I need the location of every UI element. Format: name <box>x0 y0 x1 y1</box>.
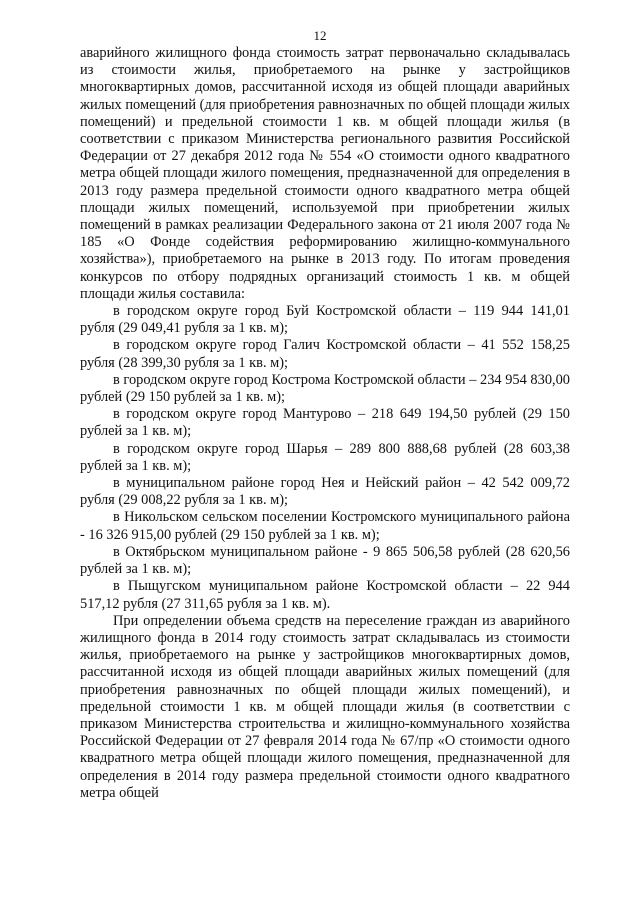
paragraph-galich: в городском округе город Галич Костромской области – 41 552 158,25 рубля (28 399,30 рубля за 1 кв. м); <box>80 337 570 371</box>
paragraph-pyshchug: в Пыщугском муниципальном районе Костромской области – 22 944 517,12 рубля (27 311,65 рубля за 1 кв. м). <box>80 578 570 612</box>
paragraph-2014-costs: При определении объема средств на переселение граждан из аварийного жилищного фонда в 2014 году стоимость затрат складывалась из стоимости жилья, приобретаемого на рынке у застройщиков многоквартирных домов, рассчитанной исходя из общей площади аварийных жилых помещений (для приобретения равнозначных по общей площади жилых помещений), и предельной стоимости 1 кв. м общей площади жилья (в соответствии с приказом Министерства строительства и жилищно-коммунального хозяйства Российской Федерации от 27 февраля 2014 года № 67/пр «О стоимости одного квадратного метра общей площади жилого помещения, предназначенной для определения в 2014 году размера предельной стоимости одного квадратного метра общей <box>80 612 570 801</box>
paragraph-manturovo: в городском округе город Мантурово – 218 649 194,50 рублей (29 150 рублей за 1 кв. м); <box>80 406 570 440</box>
paragraph-oktyabrsky: в Октябрьском муниципальном районе - 9 865 506,58 рублей (28 620,56 рублей за 1 кв. м); <box>80 543 570 578</box>
paragraph-nikolskoe: в Никольском сельском поселении Костромского муниципального района - 16 326 915,00 рублей (29 150 рублей за 1 кв. м); <box>80 509 570 543</box>
paragraph-sharya: в городском округе город Шарья – 289 800 888,68 рублей (28 603,38 рублей за 1 кв. м); <box>80 440 570 474</box>
paragraph-neya: в муниципальном районе город Нея и Нейский район – 42 542 009,72 рубля (29 008,22 рубля за 1 кв. м); <box>80 475 570 509</box>
document-body <box>80 45 570 802</box>
paragraph-continuation: аварийного жилищного фонда стоимость затрат первоначально складывалась из стоимости жилья, приобретаемого на рынке у застройщиков многоквартирных домов, рассчитанной исходя из общей площади аварийных жилых помещений (для приобретения равнозначных по общей площади жилых помещений) и предельной стоимости 1 кв. м общей площади жилья (в соответствии с приказом Министерства регионального развития Российской Федерации от 27 декабря 2012 года № 554 «О стоимости одного квадратного метра общей площади жилого помещения, предназначенной для определения в 2013 году размера предельной стоимости одного квадратного метра общей площади жилых помещений, используемой при приобретении жилых помещений в рамках реализации Федерального закона от 21 июля 2007 года № 185 «О Фонде содействия реформированию жилищно-коммунального хозяйства»), приобретаемого на рынке в 2013 году. По итогам проведения конкурсов по отбору подрядных организаций стоимость 1 кв. м общей площади жилья составила: <box>80 45 570 302</box>
page-number: 12 <box>313 28 327 43</box>
paragraph-buy: в городском округе город Буй Костромской области – 119 944 141,01 рубля (29 049,41 рубля за 1 кв. м); <box>80 303 570 337</box>
paragraph-kostroma: в городском округе город Кострома Костромской области – 234 954 830,00 рублей (29 150 рублей за 1 кв. м); <box>80 371 570 406</box>
